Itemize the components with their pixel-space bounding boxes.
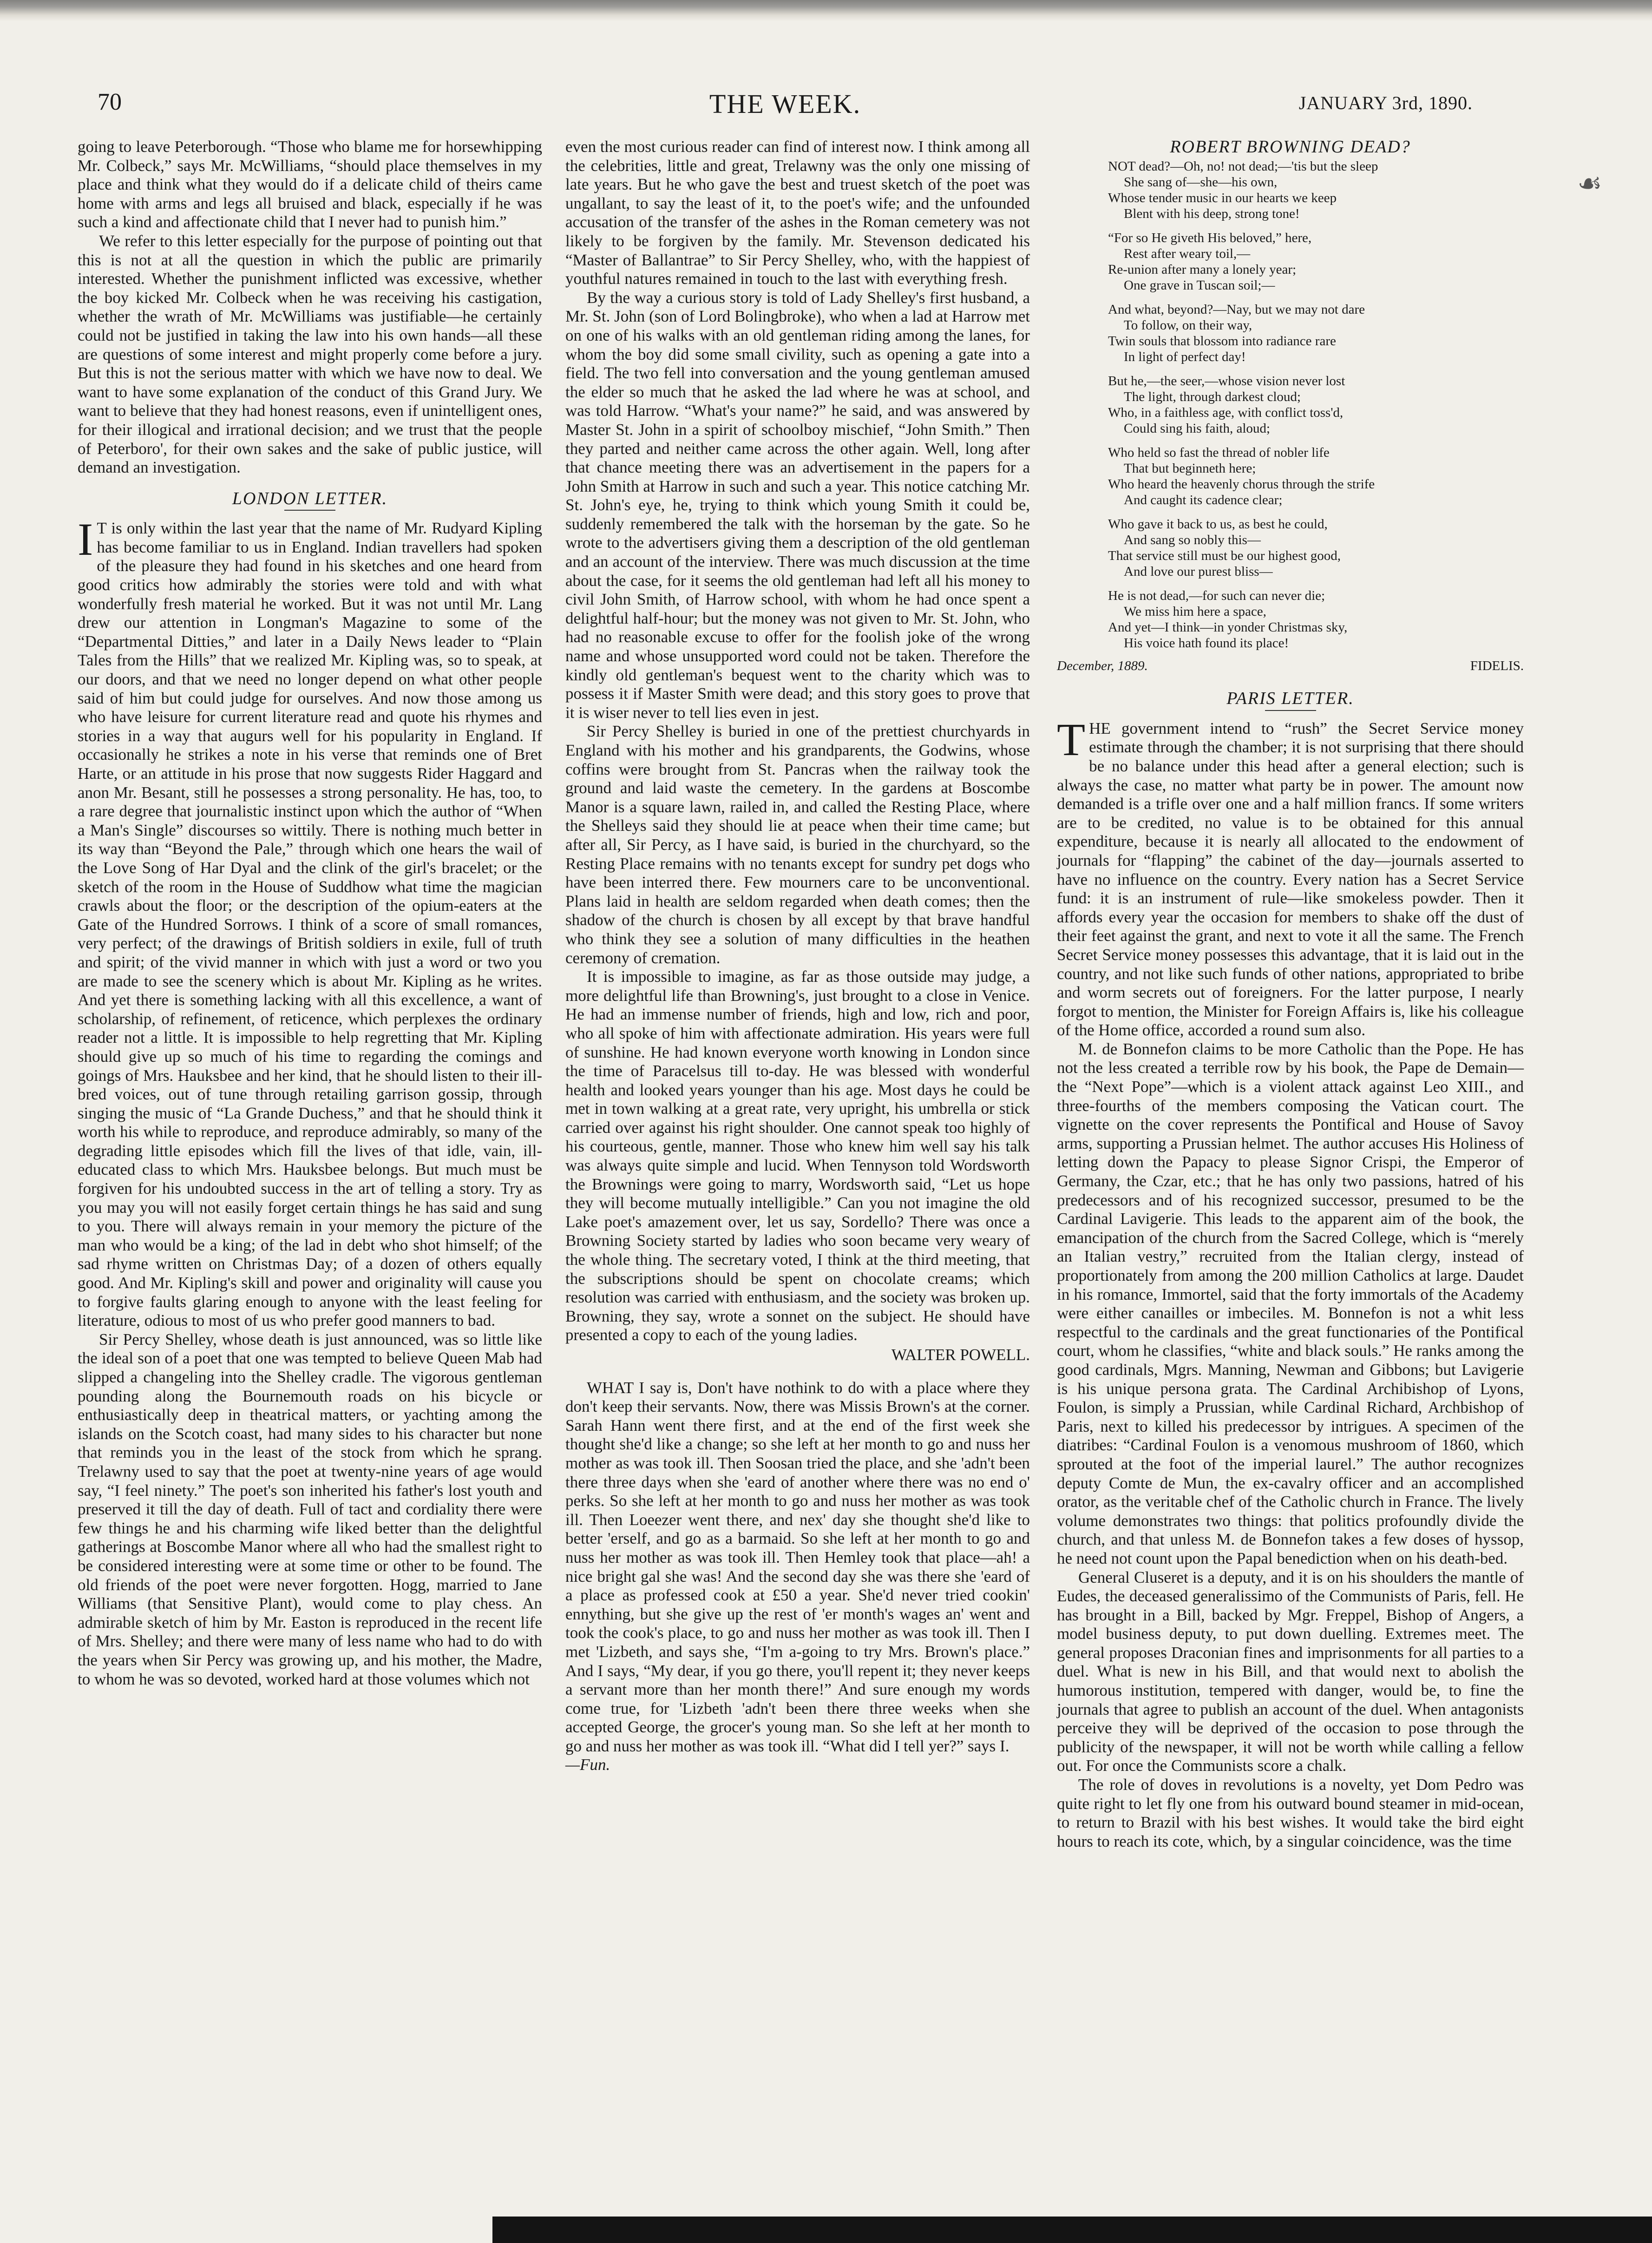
poem-line: Twin souls that blossom into radiance rare (1108, 333, 1336, 349)
poem-stanza (1108, 445, 1524, 508)
drop-cap: I (78, 513, 93, 566)
poem-stanza (1108, 302, 1524, 365)
poem-line: To follow, on their way, (1124, 317, 1252, 333)
paris-letter-paragraph (1057, 713, 1524, 1040)
fun-source: —Fun. (565, 1756, 610, 1774)
editorial-paragraph: going to leave Peterborough. “Those who blame me for horsewhipping Mr. Colbeck,” says Mr. McWilliams, “should place themselves in my place and think what they would do if a delicate child of theirs came home with arms and legs all bruised and black, especially if he was such a kind and affectionate child that I never had to punish him.” (78, 138, 542, 231)
poem-line: His voice hath found its place! (1124, 635, 1289, 651)
poem-line: And yet—I think—in yonder Christmas sky, (1108, 619, 1348, 635)
poem-stanza (1108, 516, 1524, 579)
poem-line: And love our purest bliss— (1124, 564, 1273, 579)
poem-stanza (1108, 588, 1524, 651)
column-1 (78, 138, 542, 1689)
top-scan-edge (0, 0, 1652, 21)
poem-line: But he,—the seer,—whose vision never lost (1108, 373, 1345, 388)
poem-line: Rest after weary toil,— (1124, 246, 1251, 261)
poem-stanza (1108, 373, 1524, 436)
poem-signature: FIDELIS. (1470, 658, 1524, 673)
london-letter-heading: LONDON LETTER. (232, 488, 388, 508)
fun-paragraph: WHAT I say is, Don't have nothink to do with a place where they don't keep their servants. Now, there was Missis Brown's at the corner. Sarah Hann went there first, and at the end of the first week she thought she'd like a change; so she left at her month to go and nuss her mother as was took ill. Then Soosan tried the place, and she 'adn't been there three days when she 'eard of another where there was no end o' perks. So she left at her month to go and nuss her mother as was took ill. Then Loeezer went there, and nex' day she thought she'd like to better 'erself, and go as a barmaid. So she left at her month to go and nuss her mother as was took ill. Then Hemley took that place—ah! a nice bright gal she was! And the second day she was there she 'eard of a place as professed cook at £50 a year. She'd never tried cookin' ennything, but she give up the rest of 'er month's wages an' went and took the cook's place, to go and nuss her mother as was took ill. Then I met 'Lizbeth, and says she, “I'm a-going to try Mrs. Brown's place.” And I says, “My dear, if you go there, you'll repent it; they never keeps a servant more than her month there!” And sure enough my words come true, for 'Lizbeth 'adn't been there three weeks when she accepted George, the grocer's young man. So she left at her month to go and nuss her mother as was took ill. “What did I tell yer?” says I. (565, 1378, 1030, 1755)
london-letter-paragraph: It is impossible to imagine, as far as those outside may judge, a more delightful life than Browning's, just brought to a close in Venice. He had an immense number of friends, high and low, rich and poor, who all spoke of him with affectionate admiration. His years were full of sunshine. He had known everyone worth knowing in London since the time of Paracelsus till to-day. He was blessed with wonderful health and looked years younger than his age. Most days he could be met in town walking at a great rate, very upright, his umbrella or stick carried over against his right shoulder. One cannot speak too highly of his courteous, gentle, manner. Those who knew him well say his talk was always quite simple and lucid. When Tennyson told Wordsworth the Brownings were going to marry, Wordsworth said, “Let us hope they will become mutually intelligible.” Can you not imagine the old Lake poet's amazement over, let us say, Sordello? There was once a Browning Society started by ladies who soon became very weary of the whole thing. The secretary voted, I think at the third meeting, that the subscriptions should be spent on chocolate creams; which resolution was carried with enthusiasm, and the society was broken up. Browning, they say, wrote a sonnet on the subject. He should have presented a copy to each of the young ladies. (565, 967, 1030, 1344)
author-signature: WALTER POWELL. (891, 1346, 1030, 1364)
poem-line: Whose tender music in our hearts we keep (1108, 190, 1337, 205)
poem-line: Re-union after many a lonely year; (1108, 262, 1297, 277)
poem-line: Who held so fast the thread of nobler life (1108, 445, 1330, 460)
editorial-paragraph: We refer to this letter especially for the purpose of pointing out that this is not at all the question in which the public are primarily interested. Whether the punishment inflicted was excessive, whether the boy kicked Mr. Colbeck when he was receiving his castigation, whether the wrath of Mr. McWilliams was justifiable—he certainly could not be justified in taking the law into his own hands—all these are questions of some interest and might properly come before a jury. But this is not the serious matter with which we have now to deal. We want to have some explanation of the conduct of this Grand Jury. We want to believe that they had honest reasons, even if unintelligent ones, for their illogical and irrational decision; and we trust that the people of Peterboro', for their own sakes and the sake of public justice, will demand an investigation. (78, 231, 542, 477)
publication-title: THE WEEK. (709, 89, 861, 119)
poem-line: NOT dead?—Oh, no! not dead;—'tis but the sleep (1108, 158, 1378, 174)
column-3 (1057, 138, 1524, 1851)
poem (1057, 158, 1524, 651)
margin-mark-icon: ☙ (1577, 168, 1602, 199)
poem-line: She sang of—she—his own, (1124, 174, 1278, 190)
heading-rule (1265, 710, 1316, 711)
poem-line: And what, beyond?—Nay, but we may not dare (1108, 302, 1365, 317)
poem-line: “For so He giveth His beloved,” here, (1108, 230, 1312, 245)
poem-line: And sang so nobly this— (1124, 532, 1261, 547)
paris-letter-paragraph: General Cluseret is a deputy, and it is on his shoulders the mantle of Eudes, the deceased generalissimo of the Communists of Paris, fell. He has brought in a Bill, backed by Mgr. Freppel, Bishop of Angers, a model business deputy, to put down duelling. Extremes meet. The general proposes Draconian fines and imprisonments for all parties to a duel. What is new in his Bill, and that would next to abolish the humorous institution, tempered with danger, would be, to fine the journals that agree to publish an account of the duel. When antagonists perceive they will be deprived of the occasion to pose through the publicity of the newspaper, it will not be worth while calling a fellow out. For once the Communists score a chalk. (1057, 1568, 1524, 1775)
poem-date: December, 1889. (1057, 658, 1148, 673)
column-2 (565, 138, 1030, 1775)
page-number: 70 (98, 89, 122, 115)
poem-stanza (1108, 158, 1524, 222)
poem-line: He is not dead,—for such can never die; (1108, 588, 1325, 603)
london-letter-paragraph: Sir Percy Shelley is buried in one of the prettiest churchyards in England with his mother and his grandparents, the Godwins, whose coffins were brought from St. Pancras when the railway took the ground and laid waste the cemetery. In the gardens at Boscombe Manor is a square lawn, railed in, and called the Resting Place, where the Shelleys said they should lie at peace when their time came; but after all, Sir Percy, as I have said, is buried in the churchyard, so the Resting Place remains with no tenants except for sundry pet dogs who have been interred there. Few mourners care to be unconventional. Plans laid in health are seldom regarded when death comes; then the shadow of the church is chosen by all except by that brave handful who think they see a solution of many difficulties in the heathen ceremony of cremation. (565, 722, 1030, 967)
poem-line: That but beginneth here; (1124, 460, 1256, 476)
poem-title: ROBERT BROWNING DEAD? (1170, 137, 1411, 157)
poem-line: That service still must be our highest good, (1108, 548, 1341, 563)
poem-line: One grave in Tuscan soil;— (1124, 277, 1275, 293)
poem-footer (1057, 657, 1524, 676)
page-header (98, 88, 1473, 121)
london-letter-text: T is only within the last year that the name of Mr. Rudyard Kipling has become familiar to us in England. Indian travellers had spoken of the pleasure they had found in his sketches and one heard from good critics how admirably the stories were told and with what wonderfully fresh material he worked. But it was not until Mr. Lang drew our attention in Longman's Magazine to some of the “Departmental Ditties,” and later in a Daily News leader to “Plain Tales from the Hills” that we realized Mr. Kipling was, so to speak, at our doors, and that we need no longer depend on what other people said of him but could judge for ourselves. And now those among us who have leisure for current literature read and quote his rhymes and stories in a way that augurs well for his popularity in England. If occasionally he strikes a note in his verse that reminds one of Bret Harte, or an attitude in his prose that now suggests Rider Haggard and anon Mr. Besant, still he possesses a strong personality. He has, too, to a rare degree that journalistic instinct upon which the author of “When a Man's Single” discourses so wittily. There is nothing much better in its way than “Beyond the Pale,” through which one hears the wail of the Love Song of Har Dyal and the clink of the girl's bracelet; or the sketch of the room in the House of Suddhow what time the magician crawls about the floor; or the description of the opium-eaters at the Gate of the Hundred Sorrows. I think of a score of small romances, very perfect; of the drawings of British soldiers in exile, full of truth and spirit; of the vivid manner in which with just a word or two you are made to see the scenery which is about Mr. Kipling as he writes. And yet there is something lacking with all this excellence, a want of scholarship, of refinement, of reticence, which perplexes the ordinary reader not a little. It is impossible to help regretting that Mr. Kipling should give up so much of his time to regarding the comings and goings of Mrs. Hauksbee and her kind, that he should listen to their ill-bred voices, out of tune through retailing garrison gossip, through singing the music of “La Grande Duchess,” and that he should think it worth his while to reproduce, and reproduce admirably, so many of the degrading little episodes which fill the lives of that idle, vain, ill-educated class to which Mrs. Hauksbee belongs. But much must be forgiven for his undoubted success in the art of telling a story. Try as you may you will not easily forget certain things he has said and sung to you. There will always remain in your memory the picture of the man who would be a king; of the lad in debt who shot himself; of the sad rhyme written on Christmas Day; of a dozen of others equally good. And Mr. Kipling's skill and power and originality will cause you to forgive faults glaring enough to anyone with the least feeling for literature, odious to most of us who prefer good manners to bad. (78, 519, 542, 1330)
poem-line: We miss him here a space, (1124, 604, 1266, 619)
poem-line: In light of perfect day! (1124, 349, 1246, 364)
london-letter-paragraph: even the most curious reader can find of interest now. I think among all the celebrities, little and great, Trelawny was the only one missing of late years. But he who gave the best and truest sketch of the poet was ungallant, to say the least of it, to the poet's wife; and the unfounded accusation of the transfer of the ashes in the Roman cemetery was not likely to be forgiven by the family. Mr. Stevenson dedicated his “Master of Ballantrae” to Sir Percy Shelley, who, with the happiest of youthful natures remained in touch to the last with everything fresh. (565, 138, 1030, 288)
london-letter-paragraph: Sir Percy Shelley, whose death is just announced, was so little like the ideal son of a poet that one was tempted to believe Queen Mab had slipped a changeling into the Shelley cradle. The vigorous gentleman pounding along the Bournemouth roads on his bicycle or enthusiastically deep in theatrical matters, or yachting among the islands on the Scotch coast, had many sides to his character but none that reminds you in the least of the stock from which he sprang. Trelawny used to say that the poet at twenty-nine years of age would say, “I feel ninety.” The poet's son inherited his father's lost youth and preserved it till the day of death. Full of tact and cordiality there were few things he and his charming wife liked better than the delightful gatherings at Boscombe Manor where all who had the smallest right to be considered interesting were at some time or other to be found. The old friends of the poet were never forgotten. Hogg, married to Jane Williams (that Sensitive Plant), would come to play chess. An admirable sketch of him by Mr. Easton is reproduced in the recent life of Mrs. Shelley; and there were many of less name who had to do with the years when Sir Percy was growing up, and his mother, the Madre, to whom he was so devoted, worked hard at those volumes which not (78, 1330, 542, 1688)
poem-line: The light, through darkest cloud; (1124, 389, 1301, 404)
paris-letter-text: HE government intend to “rush” the Secret Service money estimate through the chamber; it is not surprising that there should be no balance under this head after a general election; such is always the case, no matter what party be in power. The amount now demanded is a trifle over one and a half million francs. If some writers are to be credited, no value is to be obtained for this annual expenditure, because it is nearly all allocated to the endowment of journals for “flapping” the cabinet of the day—journals asserted to have no influence on the country. Every nation has a Secret Service fund: it is an instrument of rule—like smokeless powder. Then it affords every year the occasion for members to shake off the dust of their feet against the grant, and next to vote it all the same. The French Secret Service money possesses this advantage, that it is laid out in the country, and not like such funds of other nations, appropriated to bribe and worm secrets out of foreigners. For the latter purpose, I nearly forgot to mention, the Minister for Foreign Affairs is, like his colleague of the Home office, accorded a round sum also. (1057, 719, 1524, 1039)
paris-letter-heading: PARIS LETTER. (1226, 689, 1354, 709)
poem-line: Who gave it back to us, as best he could, (1108, 516, 1328, 532)
poem-line: Who, in a faithless age, with conflict toss'd, (1108, 405, 1344, 420)
poem-line: And caught its cadence clear; (1124, 492, 1283, 507)
paris-letter-paragraph: M. de Bonnefon claims to be more Catholic than the Pope. He has not the less created a terrible row by his book, the Pape de Demain—the “Next Pope”—which is a violent attack against Leo XIII., and three-fourths of the members composing the Vatican court. The vignette on the cover represents the Pontifical and House of Savoy arms, supporting a Prussian helmet. The author accuses His Holiness of letting down the Papacy to please Signor Crispi, the Emperor of Germany, the Czar, etc.; that he has only two passions, hatred of his predecessors and of his recognized successor, presumed to be the Cardinal Lavigerie. This leads to the apparent aim of the book, the emancipation of the church from the Sacred College, which is “merely an Italian vestry,” recruited from the Italian clergy, instead of proportionately from among the 200 million Catholics at large. Daudet in his romance, Immortel, said that the forty immortals of the Academy were either canailles or imbeciles. M. Bonnefon is not a whit less respectful to the cardinals and the great functionaries of the Pontifical court, whom he classifies, “white and black souls.” He ranks among the good cardinals, Mgrs. Manning, Newman and Gibbons; but Lavigerie is his unique persona grata. The Cardinal Archibishop of Lyons, Foulon, is simply a Prussian, while Cardinal Richard, Archbishop of Paris, next to killed his predecessor by intrigues. A specimen of the diatribes: “Cardinal Foulon is a venomous mushroom of 1860, which sprouted at the foot of the imperial laurel.” The author recognizes deputy Comte de Mun, the ex-cavalry officer and an accomplished orator, as the veritable chef of the Catholic church in France. The lively volume demonstrates two things: that politics profoundly divide the church, and that unless M. de Bonnefon takes a few doses of hyssop, he need not count upon the Papal benediction when on his death-bed. (1057, 1039, 1524, 1567)
poem-line: Who heard the heavenly chorus through the strife (1108, 476, 1375, 492)
poem-line: Could sing his faith, aloud; (1124, 421, 1270, 436)
drop-cap: T (1057, 713, 1086, 765)
heading-rule (284, 510, 335, 511)
poem-line: Blent with his deep, strong tone! (1124, 206, 1300, 221)
london-letter-paragraph: By the way a curious story is told of Lady Shelley's first husband, a Mr. St. John (son of Lord Bolingbroke), who when a lad at Harrow met on one of his walks with an old gentleman riding among the lanes, for whom the boy did some small civility, such as opening a gate into a field. The two fell into conversation and the young gentleman amused the elder so much that he asked the lad where he was at school, and was told Harrow. “What's your name?” he said, and was answered by Master St. John in a spirit of schoolboy mischief, “John Smith.” Then they parted and neither came across the other again. Well, long after that chance meeting there was an advertisement in the papers for a John Smith at Harrow in such and such a year. This notice catching Mr. St. John's eye, he, trying to think which young Smith it could be, suddenly remembered the talk with the horseman by the gate. So he wrote to the advertisers giving them a description of the old gentleman and an account of the interview. There was much discussion at the time about the case, for it seems the old gentleman had left all his money to civil John Smith, of Harrow school, with whom he had once spent a delightful half-hour; but the money was not given to Mr. St. John, who had no reasonable excuse to offer for the foolish joke of the wrong name and whose unsupported word could not be taken. Therefore the kindly old gentleman's bequest went to the charity which was to possess it if Master Smith were dead; and this story goes to prove that it is wiser never to tell lies even in jest. (565, 288, 1030, 722)
bottom-scan-edge (492, 2217, 1652, 2243)
issue-date: JANUARY 3rd, 1890. (1298, 92, 1473, 113)
poem-stanza (1108, 230, 1524, 293)
paris-letter-paragraph: The role of doves in revolutions is a novelty, yet Dom Pedro was quite right to let fly one from his outward bound steamer in mid-ocean, to return to Brazil with his best wishes. It would take the bird eight hours to reach its cote, which, by a singular coincidence, was the time (1057, 1776, 1524, 1850)
london-letter-paragraph (78, 513, 542, 1330)
